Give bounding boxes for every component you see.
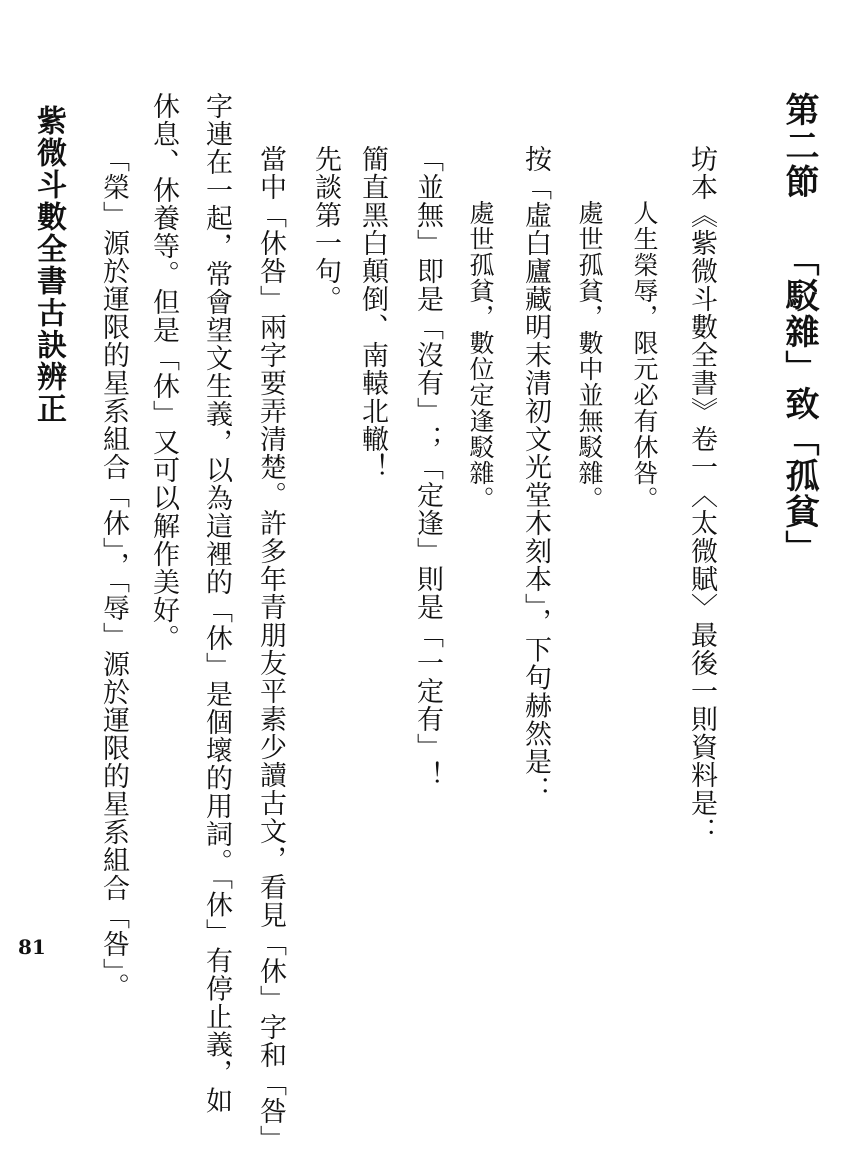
text-line-5: 先談第一句。 — [310, 145, 341, 313]
section-title: 第二節 「駁雜」致「孤貧」 — [779, 92, 819, 566]
text-line-4: 簡直黑白顛倒、南轅北轍！ — [357, 145, 388, 481]
book-title: 紫微斗數全書古訣辨正 — [31, 105, 66, 425]
page-number: 81 — [18, 935, 46, 959]
text-line-1: 坊本《紫微斗數全書》卷一〈太微賦〉最後一則資料是： — [686, 145, 717, 845]
text-line-9: 「榮」源於運限的星系組合「休」，「辱」源於運限的星系組合「咎」。 — [98, 145, 129, 1001]
text-line-3: 「並無」即是「沒有」；「定逢」則是「一定有」！ — [412, 145, 443, 789]
text-line-6: 當中「休咎」兩字要弄清楚。許多年青朋友平素少讀古文，看見「休」字和「咎」 — [255, 145, 286, 1153]
text-line-2: 按「虛白廬藏明末清初文光堂木刻本」，下句赫然是： — [520, 145, 551, 804]
quote-line-2: 處世孤貧，數中並無駁雜。 — [575, 200, 604, 512]
quote-line-3: 處世孤貧，數位定逢駁雜。 — [466, 200, 495, 512]
text-line-7: 字連在一起，常會望文生義，以為這裡的「休」是個壞的用詞。「休」有停止義，如 — [201, 92, 232, 1115]
quote-line-1: 人生榮辱，限元必有休咎。 — [630, 200, 659, 512]
text-line-8: 休息、休養等。但是「休」又可以解作美好。 — [148, 92, 179, 652]
